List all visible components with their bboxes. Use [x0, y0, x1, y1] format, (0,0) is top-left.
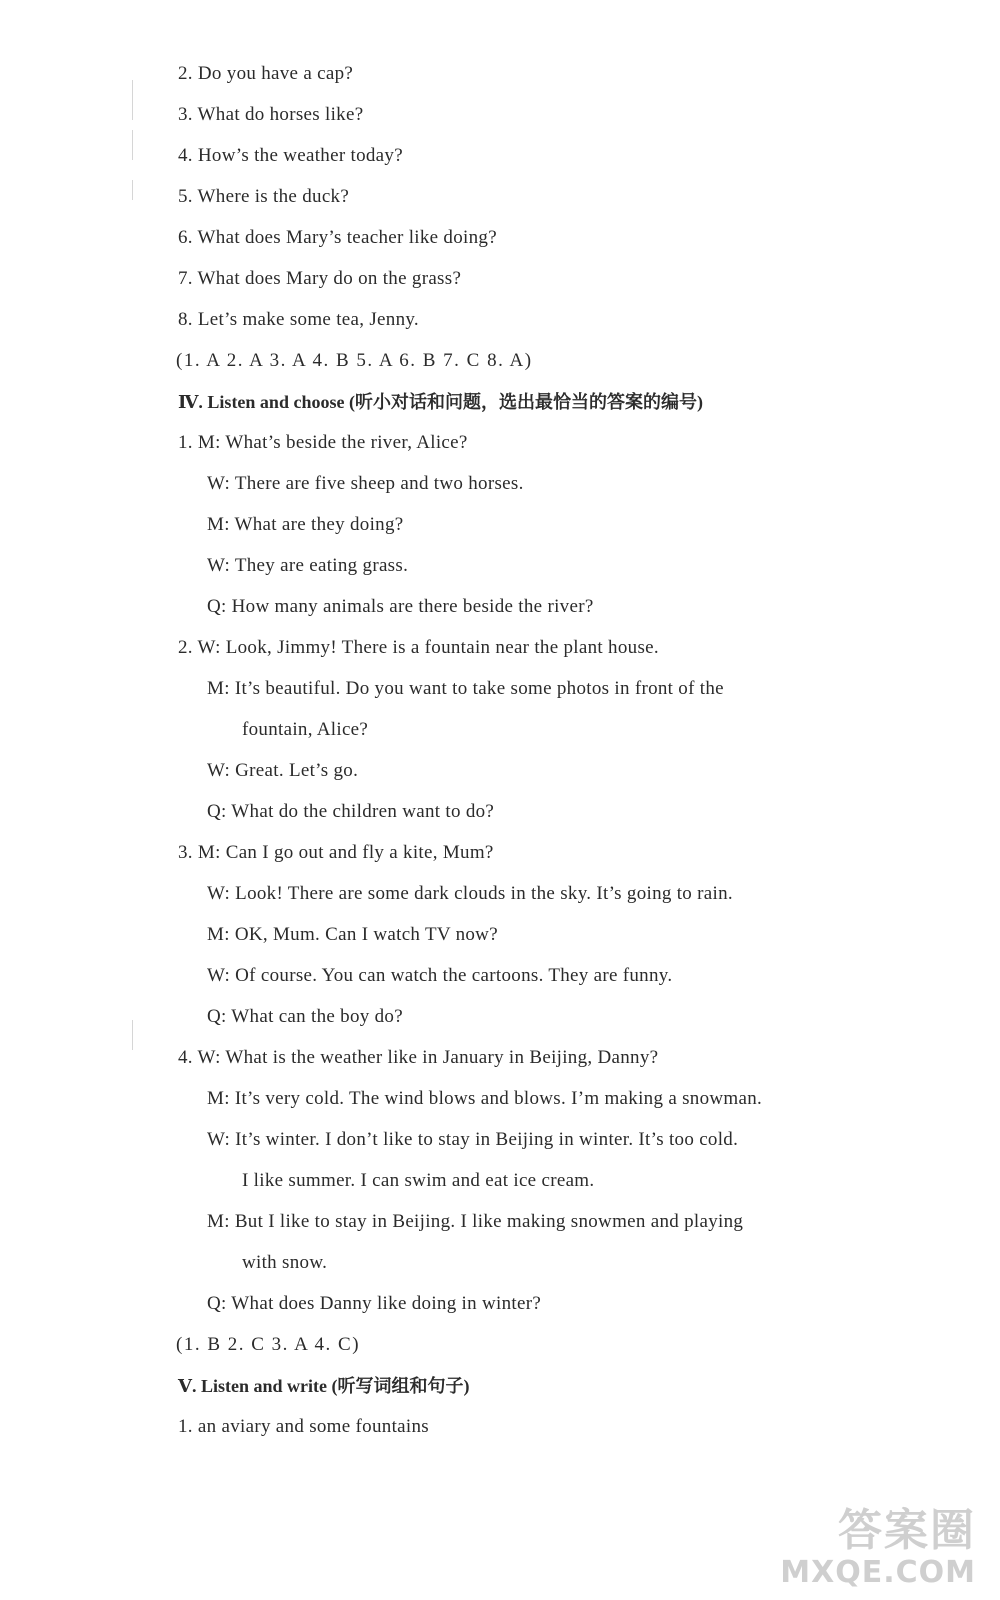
answer-key: (1. A 2. A 3. A 4. B 5. A 6. B 7. C 8. A)	[176, 350, 533, 371]
watermark-logo	[780, 1506, 976, 1590]
dialogue-line: Q: What does Danny like doing in winter?	[207, 1293, 542, 1314]
margin-mark	[132, 80, 133, 120]
question-line: 2. Do you have a cap?	[178, 63, 354, 84]
dialogue-line: W: There are five sheep and two horses.	[207, 473, 524, 494]
dialogue-line: W: Great. Let’s go.	[207, 760, 359, 781]
dialogue-line: 1. M: What’s beside the river, Alice?	[178, 432, 468, 453]
dialogue-line: M: It’s beautiful. Do you want to take some photos in front of the	[207, 678, 724, 699]
dialogue-line: I like summer. I can swim and eat ice cream.	[242, 1170, 595, 1191]
question-line: 1. an aviary and some fountains	[178, 1416, 429, 1437]
section-heading: Ⅴ. Listen and write (听写词组和句子)	[178, 1376, 470, 1396]
dialogue-line: W: Look! There are some dark clouds in the sky. It’s going to rain.	[207, 883, 733, 904]
dialogue-line: Q: How many animals are there beside the river?	[207, 596, 594, 617]
dialogue-line: 2. W: Look, Jimmy! There is a fountain near the plant house.	[178, 637, 659, 658]
dialogue-line: M: But I like to stay in Beijing. I like making snowmen and playing	[207, 1211, 744, 1232]
answer-key: (1. B 2. C 3. A 4. C)	[176, 1334, 361, 1355]
section-heading: Ⅳ. Listen and choose (听小对话和问题，选出最恰当的答案的编号)	[178, 392, 703, 412]
question-line: 7. What does Mary do on the grass?	[178, 268, 462, 289]
watermark-text: 答案圈	[838, 1505, 976, 1556]
question-line: 3. What do horses like?	[178, 104, 364, 125]
dialogue-line: with snow.	[242, 1252, 328, 1273]
dialogue-line: Q: What do the children want to do?	[207, 801, 495, 822]
dialogue-line: W: It’s winter. I don’t like to stay in Beijing in winter. It’s too cold.	[207, 1129, 739, 1150]
question-line: 5. Where is the duck?	[178, 186, 350, 207]
question-line: 8. Let’s make some tea, Jenny.	[178, 309, 419, 330]
margin-mark	[132, 1020, 133, 1050]
dialogue-line: fountain, Alice?	[242, 719, 369, 740]
dialogue-line: M: It’s very cold. The wind blows and blows. I’m making a snowman.	[207, 1088, 763, 1109]
watermark-url: MXQE.COM	[780, 1555, 976, 1590]
question-line: 4. How’s the weather today?	[178, 145, 403, 166]
margin-mark	[132, 180, 133, 200]
dialogue-line: 3. M: Can I go out and fly a kite, Mum?	[178, 842, 494, 863]
margin-mark	[132, 130, 133, 160]
dialogue-line: W: Of course. You can watch the cartoons. They are funny.	[207, 965, 673, 986]
dialogue-line: M: What are they doing?	[207, 514, 404, 535]
dialogue-line: 4. W: What is the weather like in January in Beijing, Danny?	[178, 1047, 659, 1068]
dialogue-line: W: They are eating grass.	[207, 555, 409, 576]
question-line: 6. What does Mary’s teacher like doing?	[178, 227, 497, 248]
dialogue-line: Q: What can the boy do?	[207, 1006, 403, 1027]
dialogue-line: M: OK, Mum. Can I watch TV now?	[207, 924, 498, 945]
